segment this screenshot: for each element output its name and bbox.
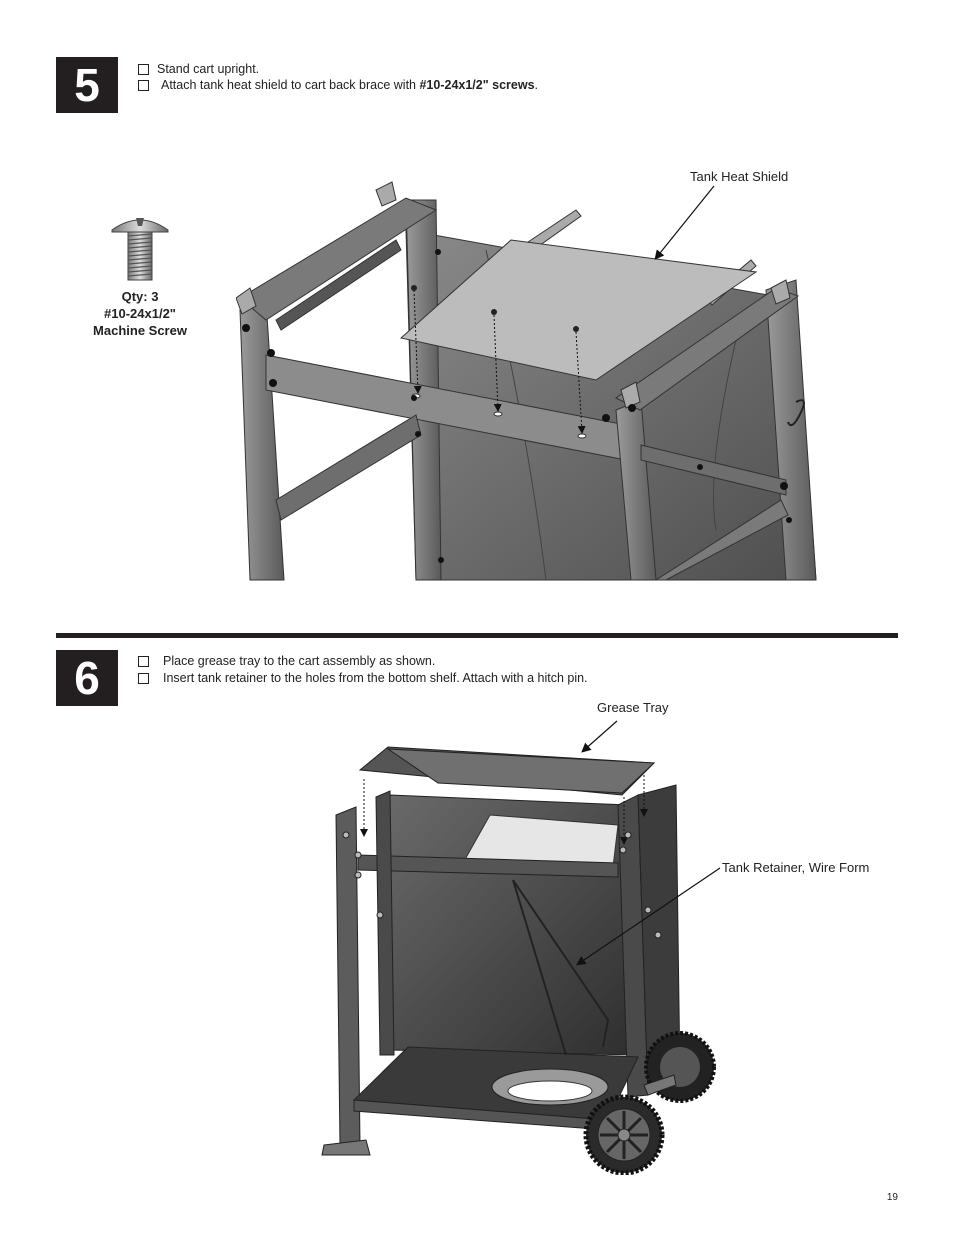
checkbox[interactable]: [138, 80, 149, 91]
screw-spec: #10-24x1/2" screws: [419, 78, 535, 92]
callout-tank-retainer: Tank Retainer, Wire Form: [722, 860, 870, 875]
step-number-badge: 6: [56, 650, 118, 706]
section-divider: [56, 633, 898, 638]
screw-size: #10-24x1/2": [104, 306, 176, 321]
step6-instructions: [138, 653, 588, 686]
checkbox[interactable]: [138, 656, 149, 667]
checkbox[interactable]: [138, 673, 149, 684]
instruction-text: [161, 77, 538, 93]
instruction-item: [138, 61, 538, 77]
wheel-front: [586, 1097, 662, 1173]
screw-qty: Qty: 3: [121, 289, 159, 304]
instruction-text: Place grease tray to the cart assembly as shown.: [163, 654, 436, 668]
callout-leader-line: [568, 862, 728, 972]
callout-leader-line: [650, 182, 750, 272]
page-number: 19: [886, 1192, 898, 1203]
machine-screw-illustration: [106, 214, 176, 284]
instruction-text: Insert tank retainer to the holes from the bottom shelf. Attach with a hitch pin.: [163, 671, 588, 685]
callout-leader-line: [575, 715, 635, 775]
screw-caption: [70, 288, 210, 339]
instruction-text-part: Attach tank heat shield to cart back brace with: [161, 78, 420, 92]
instruction-item: [138, 670, 588, 686]
instruction-text-part: .: [534, 78, 539, 92]
step5-instructions: [138, 61, 538, 93]
step-number-badge: 5: [56, 57, 118, 113]
screw-name: Machine Screw: [93, 323, 187, 338]
checkbox[interactable]: [138, 64, 149, 75]
instruction-item: [138, 653, 588, 669]
instruction-text: Stand cart upright.: [157, 62, 260, 76]
instruction-item: [138, 77, 538, 93]
callout-tank-heat-shield: Tank Heat Shield: [690, 169, 789, 184]
callout-grease-tray: Grease Tray: [597, 700, 669, 715]
